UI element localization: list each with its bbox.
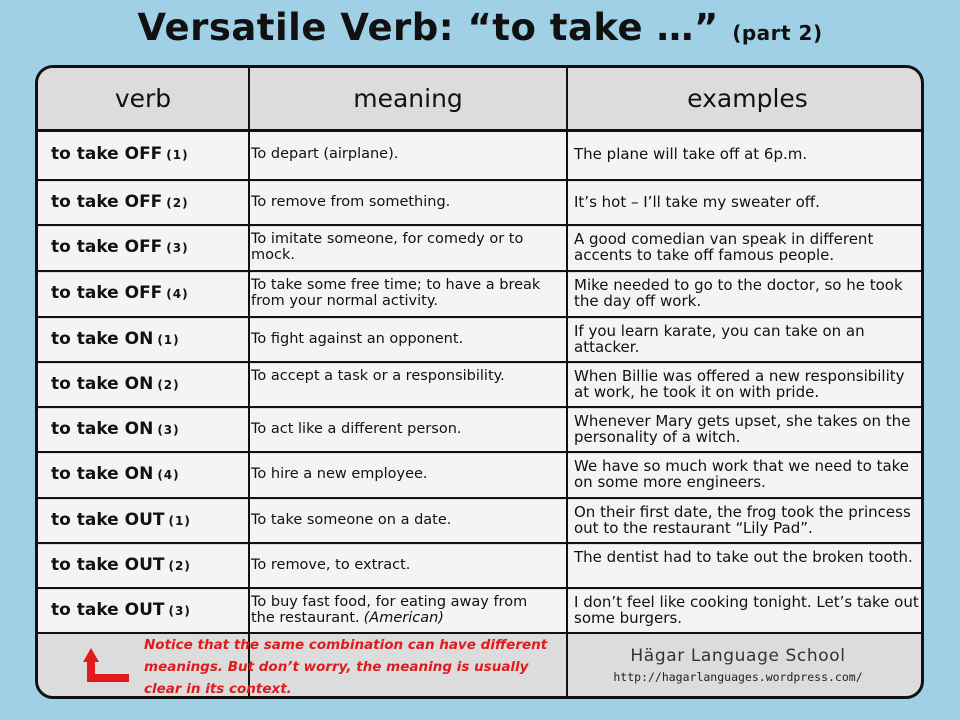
verb-cell [51, 464, 180, 484]
verb-cell [51, 192, 189, 212]
title-main: Versatile Verb: “to take …” [137, 6, 719, 49]
verb-text: to take ON [51, 373, 154, 394]
verb-cell [51, 329, 180, 349]
row-divider [38, 224, 924, 226]
row-divider [38, 542, 924, 544]
verb-text: to take ON [51, 464, 154, 484]
table-row [38, 226, 924, 272]
row-divider [38, 179, 924, 181]
table-row [38, 408, 924, 453]
verb-cell [51, 374, 180, 394]
example-cell: It’s hot – I’ll take my sweater off. [574, 192, 820, 211]
verb-number: (1) [157, 332, 180, 347]
meaning-cell [251, 557, 551, 573]
row-divider [38, 406, 924, 408]
meaning-cell [251, 277, 551, 309]
meaning-text: To buy fast food, for eating away from the restaurant. [251, 593, 528, 626]
table-row [38, 272, 924, 318]
verb-number: (4) [166, 287, 189, 301]
meaning-text: To take some free time; to have a break from your normal activity. [251, 277, 541, 309]
meaning-cell [251, 594, 551, 626]
table-row [38, 363, 924, 408]
notice-text: Notice that the same combination can have different meanings. But don’t worry, the meaning is usually clear in its context. [144, 637, 548, 697]
header-meaning: meaning [353, 84, 463, 113]
meaning-note: (American) [363, 609, 444, 626]
verb-cell [51, 283, 189, 303]
table-row [38, 181, 924, 226]
row-divider [38, 497, 924, 499]
example-cell: If you learn karate, you can take on an attacker. [574, 321, 865, 356]
row-divider [38, 361, 924, 363]
red-turn-arrow-icon [83, 642, 135, 684]
verb-number: (3) [166, 241, 189, 255]
verb-text: to take ON [51, 418, 154, 439]
verb-number: (2) [168, 558, 191, 573]
table-row [38, 589, 924, 634]
verb-number: (3) [157, 422, 180, 437]
table-row [38, 499, 924, 544]
example-cell: We have so much work that we need to take on some more engineers. [574, 457, 910, 491]
table-row [38, 453, 924, 499]
column-divider [248, 68, 250, 699]
page-title [0, 6, 960, 49]
verb-cell [51, 600, 191, 620]
school-url[interactable]: http://hagarlanguages.wordpress.com/ [613, 670, 863, 684]
meaning-cell [251, 231, 551, 263]
verb-cell [51, 419, 180, 439]
verb-text: to take ON [51, 328, 154, 349]
example-cell: The plane will take off at 6p.m. [574, 145, 808, 163]
column-divider [566, 68, 568, 699]
meaning-text: To fight against an opponent. [251, 330, 464, 347]
example-cell: When Billie was offered a new responsibility at work, he took it on with pride. [574, 366, 905, 401]
verb-cell [51, 555, 191, 575]
example-cell: Whenever Mary gets upset, she takes on the personality of a witch. [574, 411, 911, 446]
meaning-text: To act like a different person. [251, 420, 462, 437]
verb-number: (1) [168, 513, 191, 528]
verb-text: to take OUT [51, 599, 165, 620]
header-divider [38, 129, 924, 132]
verb-text: to take OUT [51, 509, 165, 530]
header-examples: examples [687, 84, 808, 113]
example-cell: Mike needed to go to the doctor, so he took the day off work. [574, 276, 903, 310]
verb-cell [51, 510, 191, 530]
meaning-cell [251, 512, 551, 528]
verb-number: (2) [166, 195, 189, 210]
verb-text: to take OFF [51, 144, 163, 164]
verb-table [35, 65, 924, 699]
meaning-text: To accept a task or a responsibility. [251, 367, 505, 384]
example-cell: A good comedian van speak in different accents to take off famous people. [574, 230, 874, 264]
meaning-text: To remove from something. [251, 193, 451, 210]
meaning-text: To depart (airplane). [251, 146, 399, 162]
meaning-cell [251, 466, 551, 482]
school-name: Hägar Language School [630, 646, 846, 666]
meaning-cell [251, 194, 551, 210]
verb-cell [51, 237, 189, 257]
table-row [38, 131, 924, 181]
meaning-cell [251, 146, 551, 162]
verb-number: (1) [166, 148, 189, 162]
verb-cell [51, 144, 189, 164]
meaning-text: To remove, to extract. [251, 556, 411, 573]
row-divider [38, 270, 924, 272]
row-divider [38, 451, 924, 453]
verb-text: to take OFF [51, 283, 163, 303]
verb-number: (3) [168, 603, 191, 618]
title-part: (part 2) [732, 21, 823, 45]
verb-text: to take OFF [51, 191, 163, 212]
verb-number: (2) [157, 377, 180, 392]
verb-text: to take OUT [51, 554, 165, 575]
verb-number: (4) [157, 468, 180, 482]
meaning-text: To hire a new employee. [251, 466, 428, 482]
table-row [38, 544, 924, 589]
meaning-cell [251, 368, 551, 384]
meaning-text: To imitate someone, for comedy or to mock. [251, 231, 524, 263]
row-divider [38, 632, 924, 634]
meaning-cell [251, 421, 551, 437]
row-divider [38, 587, 924, 589]
example-cell: On their first date, the frog took the princess out to the restaurant “Lily Pad”. [574, 502, 911, 537]
header-verb: verb [114, 84, 172, 113]
verb-text: to take OFF [51, 237, 163, 257]
row-divider [38, 316, 924, 318]
table-row [38, 318, 924, 363]
meaning-text: To take someone on a date. [251, 511, 452, 528]
meaning-cell [251, 331, 551, 347]
example-cell: I don’t feel like cooking tonight. Let’s take out some burgers. [574, 592, 919, 627]
example-cell: The dentist had to take out the broken tooth. [574, 547, 913, 566]
